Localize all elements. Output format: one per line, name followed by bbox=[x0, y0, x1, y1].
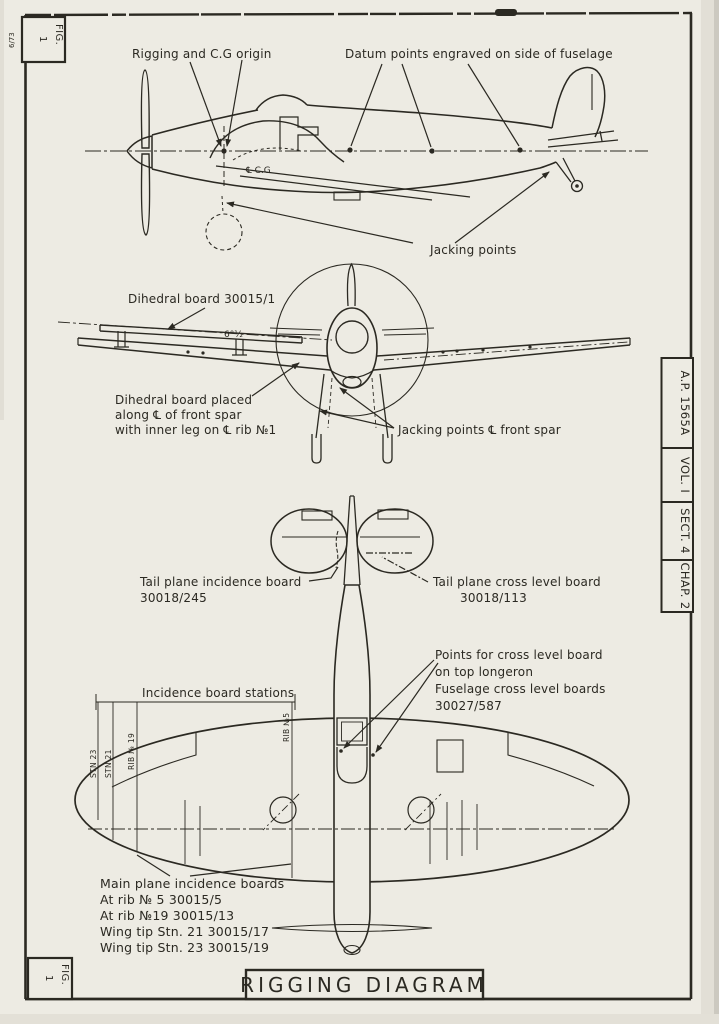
station-label-stn21: STN 21 bbox=[104, 749, 113, 778]
rigging-origin-leader-1 bbox=[190, 62, 221, 146]
tailwheel-hub bbox=[575, 184, 579, 188]
dihedral-board-leader bbox=[168, 308, 205, 329]
cross-note-line1: Points for cross level board bbox=[435, 648, 603, 662]
title-block bbox=[240, 970, 488, 999]
fig-box-bottom bbox=[28, 958, 72, 999]
jacking-front-label: Jacking points ℄ front spar bbox=[398, 423, 561, 437]
tail-incidence-label-line1: Tail plane incidence board bbox=[140, 575, 302, 589]
right-page-shadow bbox=[714, 0, 719, 1024]
tail-fin bbox=[552, 68, 605, 137]
tail-cross-leader bbox=[382, 557, 428, 582]
fig-box-top bbox=[22, 17, 65, 62]
main-notes-leader-1 bbox=[137, 855, 170, 876]
main-notes-line5: Wing tip Stn. 23 30015/19 bbox=[100, 940, 270, 955]
plan-view bbox=[75, 496, 629, 955]
gear-leg-left bbox=[316, 374, 324, 438]
canopy-hump bbox=[256, 95, 307, 110]
jacking-leader-tail bbox=[455, 172, 549, 243]
main-notes-line4: Wing tip Stn. 21 30015/17 bbox=[100, 924, 270, 939]
dihedral-note-line1: Dihedral board placed bbox=[115, 393, 253, 407]
station-lines bbox=[98, 702, 292, 878]
jacking-leader-front bbox=[227, 203, 413, 243]
tail-incidence-leader bbox=[309, 567, 338, 581]
ref-ap-text: A.P. 1565A bbox=[678, 370, 692, 436]
longeron-point-right bbox=[371, 753, 375, 757]
propeller-blades bbox=[141, 70, 149, 235]
station-label-stn23: STN 23 bbox=[89, 749, 98, 778]
dihedral-note-line2: along ℄ of front spar bbox=[115, 408, 242, 422]
station-label-rib19: RIB № 19 bbox=[127, 732, 136, 770]
dihedral-angle: 6°½ bbox=[224, 330, 243, 340]
main-notes-line3: At rib №19 30015/13 bbox=[100, 908, 235, 923]
page-title: RIGGING DIAGRAM bbox=[240, 973, 488, 997]
jacking-points-label: Jacking points bbox=[430, 243, 517, 257]
left-page-shadow bbox=[0, 0, 4, 420]
rib-ticks bbox=[185, 800, 477, 864]
dihedral-board bbox=[58, 322, 332, 355]
top-border-ink-blot bbox=[495, 9, 517, 16]
fig-bottom-label: FIG. bbox=[59, 964, 70, 986]
incidence-stations-label: Incidence board stations bbox=[142, 686, 295, 700]
rigging-origin-label: Rigging and C.G origin bbox=[132, 47, 272, 61]
datum-point-1 bbox=[347, 147, 352, 152]
prop-blade-up bbox=[347, 264, 355, 306]
tailplane-behind bbox=[270, 328, 434, 335]
station-label-rib5: RIB №5 bbox=[282, 712, 291, 742]
fig-top-number: 1 bbox=[37, 36, 48, 43]
main-notes-line1: Main plane incidence boards bbox=[100, 876, 285, 891]
ref-sect-text: SECT. 4 bbox=[678, 508, 692, 554]
gear-leg-right bbox=[380, 374, 388, 438]
spinner-front bbox=[336, 321, 368, 353]
fuselage-top-line bbox=[152, 110, 258, 135]
fillet-inner-curve bbox=[233, 148, 302, 160]
cross-note-line4: 30027/587 bbox=[435, 699, 502, 713]
fuselage-plan bbox=[334, 585, 370, 953]
dihedral-note-leader bbox=[252, 363, 299, 396]
tailwheel-strut bbox=[556, 158, 575, 182]
tail-cross-label-line1: Tail plane cross level board bbox=[433, 575, 601, 589]
reference-boxes bbox=[662, 358, 694, 612]
gear-fork-left bbox=[312, 434, 321, 463]
fig-top-label: FIG. bbox=[53, 24, 64, 46]
tail-cross-label-line2: 30018/113 bbox=[460, 591, 527, 605]
dihedral-note-line3: with inner leg on ℄ rib №1 bbox=[115, 423, 277, 437]
main-notes-line2: At rib № 5 30015/5 bbox=[100, 892, 223, 907]
datum-leader-2 bbox=[402, 64, 431, 147]
ghost-wheel bbox=[206, 214, 242, 250]
tailplane-left bbox=[271, 509, 347, 573]
cg-mark: ℄ C.G bbox=[246, 166, 271, 176]
fig-bottom-number: 1 bbox=[43, 975, 54, 982]
ref-chap-text: CHAP. 2 bbox=[678, 562, 692, 610]
frame-top bbox=[25, 13, 692, 15]
ref-vol-text: VOL. I bbox=[678, 456, 692, 494]
spinner bbox=[127, 136, 152, 168]
aileron-left bbox=[112, 733, 196, 787]
cross-note-line2: on top longeron bbox=[435, 665, 534, 679]
datum-point-2 bbox=[429, 148, 434, 153]
propeller-disc bbox=[276, 264, 428, 416]
front-view bbox=[58, 264, 630, 463]
dihedral-board-label: Dihedral board 30015/1 bbox=[128, 292, 276, 306]
right-wing-front bbox=[374, 338, 630, 370]
datum-leader-1 bbox=[351, 64, 382, 146]
aileron-right bbox=[508, 733, 594, 786]
rear-deck-line bbox=[307, 105, 552, 128]
datum-point-3 bbox=[517, 147, 522, 152]
ghost-strut bbox=[222, 196, 223, 213]
cross-note-line3: Fuselage cross level boards bbox=[435, 682, 606, 696]
side-view bbox=[85, 47, 648, 257]
gear-fork-right bbox=[383, 434, 392, 463]
margin-code: 6/73 bbox=[8, 32, 16, 48]
fuselage-bottom-line bbox=[152, 162, 556, 192]
longeron-point-left bbox=[339, 749, 343, 753]
rigging-origin-leader-2 bbox=[227, 60, 242, 146]
datum-leader-3 bbox=[468, 64, 519, 146]
gear-inner-dashes bbox=[328, 378, 376, 428]
tail-incidence-label-line2: 30018/245 bbox=[140, 591, 207, 605]
radiator-plan bbox=[437, 740, 463, 772]
datum-points-label: Datum points engraved on side of fuselage bbox=[345, 47, 613, 61]
bottom-page-shadow bbox=[0, 1014, 719, 1024]
tailplane-side bbox=[548, 131, 618, 147]
cg-origin-point bbox=[221, 148, 226, 153]
